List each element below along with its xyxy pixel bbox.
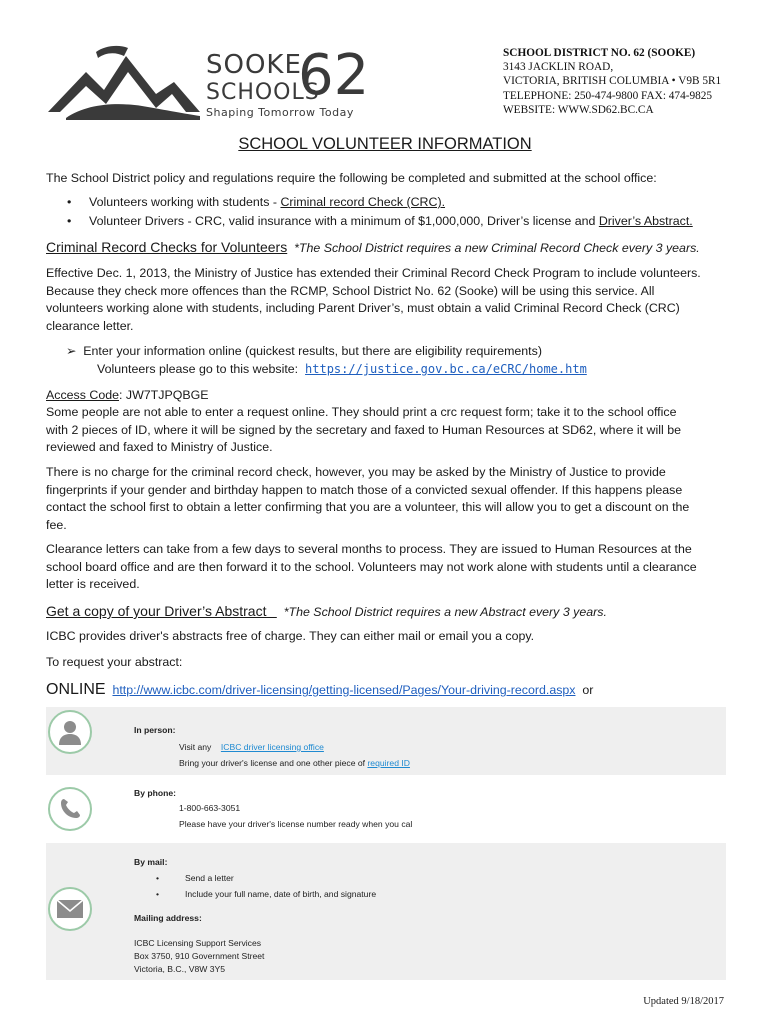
crc-heading: Criminal Record Checks for Volunteers — [46, 239, 288, 255]
district-name: SCHOOL DISTRICT NO. 62 (SOOKE) — [503, 47, 696, 59]
requirement-item: • Volunteer Drivers - CRC, valid insurance with a minimum of $1,000,000, Driver’s license and Driver’s Abstract. — [67, 214, 693, 228]
updated-date: Updated 9/18/2017 — [643, 996, 724, 1007]
address-line: Box 3750, 910 Government Street — [134, 951, 265, 961]
crc-heading-row — [46, 239, 726, 258]
abstract-line-2: To request your abstract: — [46, 655, 183, 669]
abstract-heading: Get a copy of your Driver’s Abstract — [46, 603, 267, 619]
district-website: WEBSITE: WWW.SD62.BC.CA — [503, 103, 654, 116]
access-code-row — [46, 387, 726, 405]
icbc-office-link[interactable]: ICBC driver licensing office — [220, 742, 324, 752]
phone-number[interactable]: 1-800-663-3051 — [179, 803, 241, 813]
phone-note: Please have your driver's license number ready when you cal — [179, 819, 413, 829]
logo-tagline: Shaping Tomorrow Today — [206, 106, 354, 119]
crc-note: *The School District requires a new Criminal Record Check every 3 years. — [294, 241, 700, 255]
district-address-line1: 3143 JACKLIN ROAD, — [503, 61, 614, 74]
crc-paragraph-2: Some people are not able to enter a request online. They should print a crc request form; take it to the school office with 2 pieces of ID, where it will be signed by the secretary and faxed to Human Resources at SD62, where it will be reviewed and faxed to Ministry of Justice. — [46, 405, 681, 454]
person-icon — [48, 710, 92, 754]
school-logo — [46, 40, 376, 124]
icbc-driving-record-link[interactable]: http://www.icbc.com/driver-licensing/getting-licensed/Pages/Your-driving-record.aspx — [112, 683, 576, 697]
bring-id-row: Bring your driver's license and one other piece of required ID — [179, 758, 410, 768]
visit-office-row: Visit any ICBC driver licensing office — [179, 742, 324, 752]
logo-sooke-text: SOOKE — [206, 50, 302, 80]
crc-link[interactable]: Criminal record Check (CRC). — [280, 195, 446, 209]
access-code-label: Access Code — [46, 388, 120, 402]
mailing-address-label: Mailing address: — [134, 913, 202, 923]
by-mail-section — [46, 843, 726, 980]
in-person-section — [46, 707, 726, 775]
online-label: ONLINE — [46, 681, 106, 698]
access-code-value: : JW7TJPQBGE — [119, 388, 209, 402]
mountain-logo-icon — [46, 42, 202, 122]
intro-text: The School District policy and regulations require the following be completed and submitted at the school office: — [46, 171, 657, 185]
mail-item: • Send a letter — [156, 873, 234, 883]
address-line: Victoria, B.C., V8W 3Y5 — [134, 964, 226, 974]
crc-paragraph-1: Effective Dec. 1, 2013, the Ministry of Justice has extended their Criminal Record Check Program to include volunteers. Because they check more offences than the RCMP, School District No. 62 (Sooke) will be using this service. All volunteers working alone with students, including Parent Driver’s, must obtain a valid Criminal Record Check (CRC) clearance letter. — [46, 266, 701, 333]
abstract-heading-row — [46, 603, 726, 622]
mail-item: • Include your full name, date of birth, and signature — [156, 889, 377, 899]
district-phone: TELEPHONE: 250-474-9800 FAX: 474-9825 — [503, 89, 713, 102]
online-row: ONLINE http://www.icbc.com/driver-licensing/getting-licensed/Pages/Your-driving-record.aspx or — [46, 681, 594, 698]
logo-schools-text: SCHOOLS — [206, 80, 320, 105]
phone-label: By phone: — [134, 788, 177, 798]
website-row: Volunteers please go to this website: https://justice.gov.bc.ca/eCRC/home.htm — [97, 362, 587, 376]
abstract-note: *The School District requires a new Abstract every 3 years. — [283, 605, 607, 619]
drivers-abstract-link[interactable]: Driver’s Abstract. — [598, 214, 693, 228]
page-title: SCHOOL VOLUNTEER INFORMATION — [238, 135, 532, 153]
district-address-block — [503, 46, 721, 117]
in-person-label: In person: — [134, 725, 176, 735]
district-address-line2: VICTORIA, BRITISH COLUMBIA • V9B 5R1 — [503, 75, 722, 88]
ecrc-website-link[interactable]: https://justice.gov.bc.ca/eCRC/home.htm — [305, 362, 587, 376]
online-instruction: ➢ Enter your information online (quickest results, but there are eligibility requirements) — [66, 344, 542, 358]
abstract-line-1: ICBC provides driver's abstracts free of charge. They can either mail or email you a copy. — [46, 629, 535, 643]
envelope-icon — [48, 887, 92, 931]
logo-number: 62 — [298, 43, 370, 108]
crc-paragraph-3: There is no charge for the criminal record check, however, you may be asked by the Ministry of Justice to provide fingerprints if your gender and birthday happen to match those of a convicted sexual offender. If this happens please contact the school first to obtain a letter confirming that you are a volunteer, this will allow you to get a discount on the fee. — [46, 465, 690, 532]
by-phone-section — [46, 775, 726, 841]
mail-label: By mail: — [134, 857, 168, 867]
required-id-link[interactable]: required ID — [367, 758, 410, 768]
arrow-icon: ➢ — [66, 344, 77, 358]
crc-paragraph-4: Clearance letters can take from a few days to several months to process. They are issued to Human Resources at the school board office and are then forward it to the school. Volunteers may not work alone with students until a clearance letter is received. — [46, 542, 697, 591]
address-line: ICBC Licensing Support Services — [134, 938, 262, 948]
phone-icon — [48, 787, 92, 831]
requirement-item: • Volunteers working with students - Criminal record Check (CRC). — [67, 195, 446, 209]
